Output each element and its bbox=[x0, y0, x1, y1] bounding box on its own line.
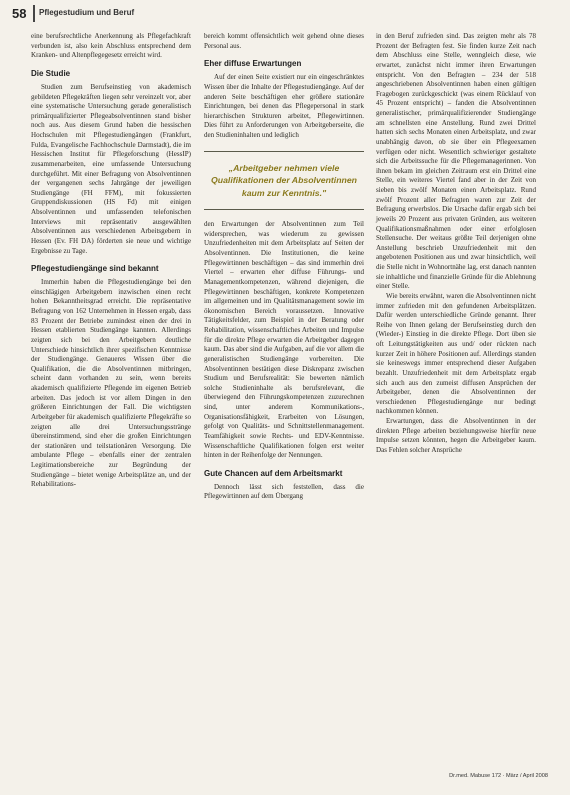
column-2 bbox=[204, 32, 364, 502]
paragraph: den Erwartungen der Absolventinnen zum Teil widersprechen, was wiederum zu gewissen Unzufriedenheiten mit dem Arbeitsplatz auf Seiten der Absolventinnen. Die Institutionen, die keine Pflegewirtinnen beschäftigen – das sind immerhin drei Viertel – erwarten eher diffuse Führungs- und Managementkompetenzen, während diejenigen, die Pflegewirtinnen beschäftigen, konkrete Kompetenzen im allgemeinen und im Qualitätsmanagement sowie im ökonomischen Bereich voraussetzen. Innovative Tätigkeitsfelder, zum Beispiel in der Beratung oder Rehabilitation, wissenschaftliches Arbeiten und Impulse für die direkte Pflege erwarten die Arbeitgeber dagegen kaum. Das aber sind die Aufgaben, auf die vor allem die generalistischen Studiengänge vorbereiten. Die Absolventinnen bestätigen diese Diskrepanz zwischen Studium und Berufsrealität: Sie bewerten nämlich solche Studieninhalte als berufsrelevant, die überwiegend den Führungskompetenzen zuzurechnen sind, unter anderem Kommunikations-, Organisationsfähigkeit, Erarbeiten von Lösungen, gefolgt von Qualitäts- und Schnittstellenmanagement. Teamfähigkeit sowie Rechts- und EDV-Kenntnisse. Wissenschaftliche Qualifikationen folgen erst weiter hinten in der Reihenfolge der Nennungen. bbox=[204, 220, 364, 460]
column-3 bbox=[376, 32, 536, 456]
page-header bbox=[0, 0, 570, 28]
page-number: 58 bbox=[12, 6, 27, 21]
subheading: Eher diffuse Erwartungen bbox=[204, 59, 302, 69]
paragraph: Dennoch lässt sich feststellen, dass die Pflegewirtinnen auf dem Übergang bbox=[204, 482, 364, 501]
paragraph: Erwartungen, dass die Absolventinnen in der direkten Pflege arbeiten beziehungsweise hierfür neue Impulse setzen könnten, hegen die Arbeitgeber kaum. Das Fehlen solcher Ansprüche bbox=[376, 417, 536, 454]
page-footer: Dr.med. Mabuse 172 · März / April 2008 bbox=[449, 773, 548, 779]
section-title: Pflegestudium und Beruf bbox=[39, 8, 135, 17]
subheading: Gute Chancen auf dem Arbeitsmarkt bbox=[204, 468, 343, 478]
subheading: Die Studie bbox=[31, 68, 71, 78]
pull-quote: „Arbeitgeber nehmen viele Qualifikationen der Absolventinnen kaum zur Kenntnis." bbox=[204, 151, 364, 211]
paragraph: eine berufsrechtliche Anerkennung als Pflegefachkraft verbunden ist, also kein Abschluss entsprechend dem Kranken- und Altenpflegegesetz erreicht wird. bbox=[31, 32, 191, 60]
paragraph: bereich kommt offensichtlich weit gehend ohne dieses Personal aus. bbox=[204, 32, 364, 50]
paragraph: Wie bereits erwähnt, waren die Absolventinnen nicht immer zufrieden mit den gefundenen Arbeitsplätzen. Dafür werden unterschiedliche Gründe genannt. Ihrer Reihe von Ihnen gelang der Berufseinstieg durch den (Wieder-) Einstieg in die direkte Pflege. Dort üben sie oft Leitungstätigkeiten aus und/ oder rückten nach kurzer Zeit in höhere Positionen auf. Allerdings standen sie keineswegs immer entsprechend dieser Aufgaben bezahlt. Unzufriedenheit mit dem Arbeitsplatz ergab sich auch aus den zumeist diffusen Ansprüchen der Arbeitgeber, denen die Absolventinnen der verschiedenen Pflegestudiengänge nur bedingt nachkommen können. bbox=[376, 291, 536, 416]
paragraph: Auf der einen Seite existiert nur ein eingeschränktes Wissen über die Inhalte der Pflegestudiengänge. Auf der anderen Seite beschäftigen eher größere stationäre Einrichtungen, bei denen das Pflegepersonal in stark hierarchischen Strukturen arbeitet, Pflegewirtinnen. Dies führt zu Anforderungen von Arbeitgeberseite, die den Studieninhalten und lediglich bbox=[204, 73, 364, 139]
column-1 bbox=[31, 32, 191, 490]
paragraph: Studien zum Berufseinstieg von akademisch gebildeten Pflegekräften liegen sehr vereinzelt vor, aber eine systematische Untersuchung gerade generalistisch primärqualifizierter Pflegeabsolventinnen stand bisher noch aus. Aus diesem Grund haben die hessischen Hochschulen mit Pflegestudiengängen (Frankfurt, Fulda, Evangelische Fachhochschule Darmstadt), die im Hessischen Institut für Pflegeforschung (HessIP) zusammenarbeiten, eine umfassende Untersuchung durchgeführt. Mit einer Befragung von Absolventinnen der vergangenen sechs Jahrgänge der jeweiligen Studiengänge (FH FFM), mit fokussierten Gruppendiskussionen (HS Fd) mit einigen Absolventinnen und umfassenden telefonischen Interviews mit repräsentativ ausgewählten Absolventinnen aus verschiedenen Arbeitsgebern in Hessen (Ev. FH DA) förderten sie neue und wichtige Ergebnisse zu Tage. bbox=[31, 82, 191, 255]
paragraph: in den Beruf zufrieden sind. Das zeigten mehr als 78 Prozent der Befragten fest. Sie finden kurze Zeit nach dem Abschluss eine Stelle, wenngleich diese, wie erwartet, zunächst nicht immer ihren Erwartungen entspricht. Von den Befragten – 234 der 518 angeschriebenen Absolventinnen haben einen gültigen Fragebogen zurückgeschickt (was einem Rücklauf von 45 Prozent entspricht) – fanden die Absolventinnen generalistischer, primärqualifizierender Studiengänge am schnellsten eine Anstellung. Rund zwei Drittel hatten sich sechs Monaten einen Arbeitsplatz, und zwar unabhängig davon, ob sie über ein Pflegeexamen verfügen oder nicht. Wesentlich schwieriger gestaltete sich die Arbeitssuche für die Pflegemanagerinnen. Von ihnen bekam im gleichen Zeitraum erst ein Drittel eine Stelle, ein weiteres Viertel fand aber in der Zeit von sieben bis zwölf Monaten einen Arbeitsplatz. Rund zwölf Prozent aller Befragten waren zur Zeit der Befragung erwerbslos. Die Ursache dafür ergab sich bei jeweils 20 Prozent aus privaten Gründen, aus weiteren Qualifikationsmaßnahmen oder einer erfolglosen Stellensuche. Der weitaus größte Teil derjenigen ohne Anstellung beschrieb Unzufriedenheit mit den angebotenen Positionen aus und zwar hinsichtlich, weil die Stelle nicht in Wohnortnähe lag, erst danach nannten sie inhaltliche und finanzielle Gründe für die Ablehnung einer Stelle. bbox=[376, 32, 536, 291]
paragraph: Immerhin haben die Pflegestudiengänge bei den einschlägigen Arbeitgebern inzwischen einen recht hohen Bekanntheitsgrad erreicht. Die repräsentative Befragung von 162 Unternehmen in Hessen ergab, dass 83 Prozent der Betriebe zumindest einen der drei in Hessen etablierten Studiengänge kannten. Allerdings zeigten sich bei den Arbeitgebern deutliche Unterschiede hinsichtlich ihrer spezifischen Kenntnisse der Studiengänge. Genaueres Wissen über die Qualifikation, die die Absolventinnen mitbringen, scheint dann vorhanden zu sein, wenn bereits akademisch qualifizierte Pflegende im eigenen Betrieb arbeiten. Das jedoch ist vor allem Dingen in den größeren Einrichtungen der Fall. Die wichtigsten Arbeitgeber für akademisch qualifizierte Pflegekräfte so zeigten alle drei Untersuchungsstränge übereinstimmend, sind eher die großen Einrichtungen der stationären und teilstationären Versorgung. Die ambulante Pflege – ebenfalls einer der zentralen Legitimationsbereiche zur Begründung der Studiengänge – bietet wenige Arbeitsplätze an, und der Rehabilitations- bbox=[31, 278, 191, 489]
header-divider bbox=[33, 5, 35, 22]
subheading: Pflegestudiengänge sind bekannt bbox=[31, 264, 159, 274]
